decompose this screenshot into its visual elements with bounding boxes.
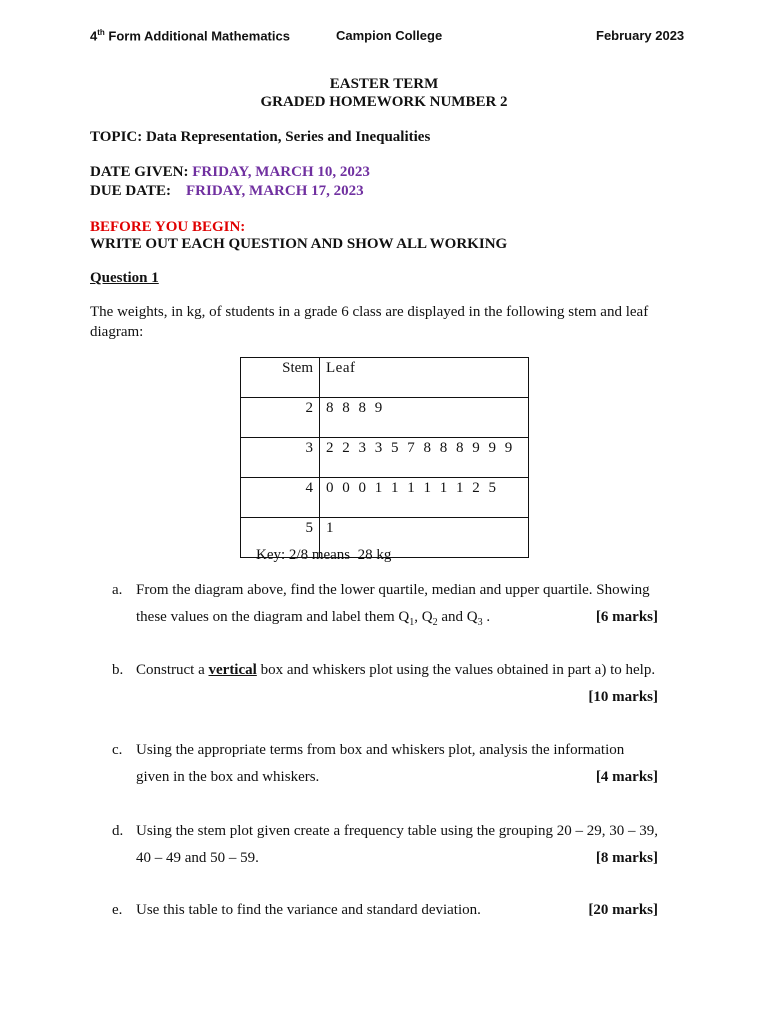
part-label: a. (112, 582, 123, 598)
header-date: February 2023 (596, 28, 685, 43)
date-given-label: DATE GIVEN: (90, 164, 193, 180)
date-given-value: FRIDAY, MARCH 10, 2023 (192, 164, 370, 180)
instruction: WRITE OUT EACH QUESTION AND SHOW ALL WORKING (90, 236, 508, 252)
table-row (241, 478, 529, 518)
part-b (112, 657, 658, 713)
marks-badge: [20 marks] (588, 902, 658, 918)
stem-header: Stem (241, 358, 320, 398)
part-label: c. (112, 742, 123, 758)
stem-leaf-table (240, 357, 529, 558)
leaf-cell: 2 2 3 3 5 7 8 8 8 9 9 9 (320, 438, 529, 478)
table-row (241, 358, 529, 398)
page-title-homework: GRADED HOMEWORK NUMBER 2 (260, 94, 508, 110)
question-intro: The weights, in kg, of students in a grade 6 class are displayed in the following stem and leaf diagram: (90, 304, 649, 340)
marks-badge: [4 marks] (590, 764, 658, 791)
part-label: b. (112, 662, 124, 678)
part-text: Construct a vertical box and whiskers plot using the values obtained in part a) to help. (136, 662, 656, 678)
stem-cell: 4 (241, 478, 320, 518)
stem-cell: 3 (241, 438, 320, 478)
before-you-begin: BEFORE YOU BEGIN: (90, 219, 246, 235)
table-row (241, 438, 529, 478)
header-course: 4th Form Additional Mathematics (90, 28, 290, 44)
header-school: Campion College (336, 28, 443, 43)
leaf-header: Leaf (320, 358, 529, 398)
leaf-cell: 8 8 8 9 (320, 398, 529, 438)
part-text: From the diagram above, find the lower quartile, median and upper quartile. Showing these values on the diagram and label them $Q_1$, $Q_2$ and $Q_3$ . (136, 582, 650, 628)
marks-badge: [8 marks] (590, 845, 658, 872)
due-date-label: DUE DATE: (90, 183, 186, 199)
leaf-cell: 0 0 0 1 1 1 1 1 1 2 5 (320, 478, 529, 518)
due-date-line (90, 183, 364, 200)
question-heading: Question 1 (90, 270, 159, 286)
part-text: Using the stem plot given create a frequency table using the grouping 20 – 29, 30 – 39, 40 – 49 and 50 – 59. (136, 823, 658, 866)
part-d (112, 818, 658, 874)
leaf-cell: 1 (320, 518, 529, 558)
emphasis-word: vertical (208, 662, 257, 678)
page-title-term: EASTER TERM (329, 76, 439, 92)
table-key: Key: 2/8 means 28 kg (256, 547, 392, 563)
part-e (112, 897, 658, 927)
stem-cell: 2 (241, 398, 320, 438)
table-row (241, 398, 529, 438)
part-label: d. (112, 823, 124, 839)
topic-line: TOPIC: Data Representation, Series and Inequalities (90, 129, 431, 145)
stem-cell: 5 (241, 518, 320, 558)
part-text: Using the appropriate terms from box and whiskers plot, analysis the information given in the box and whiskers. (136, 742, 625, 785)
due-date-value: FRIDAY, MARCH 17, 2023 (185, 183, 364, 199)
marks-badge: [6 marks] (595, 609, 658, 625)
header-course-superscript: th (97, 28, 105, 37)
date-given-line (90, 164, 370, 181)
part-c (112, 737, 658, 793)
marks-badge: [10 marks] (588, 689, 658, 705)
part-text: Use this table to find the variance and standard deviation. (136, 902, 481, 918)
part-a (112, 577, 658, 633)
part-label: e. (112, 902, 123, 918)
